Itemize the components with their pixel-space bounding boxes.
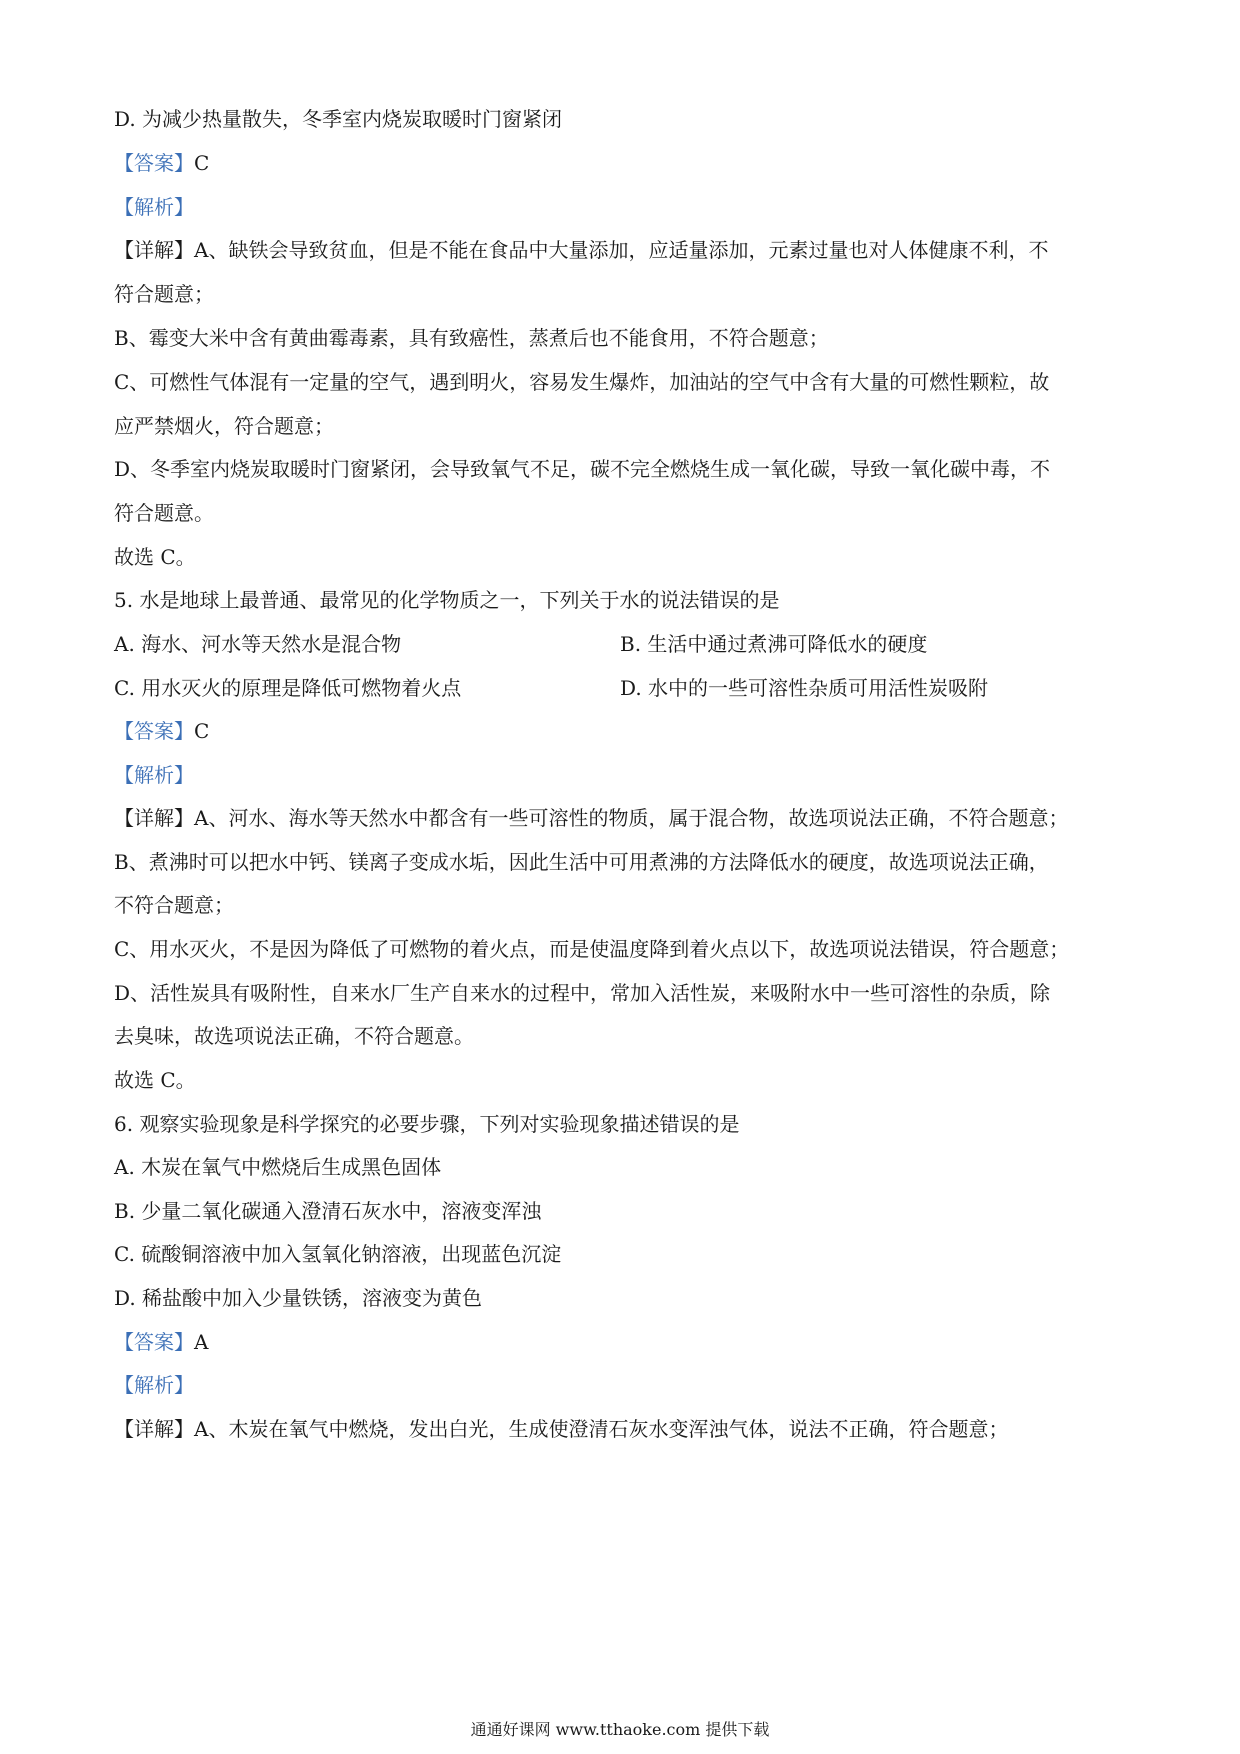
q6-detail-line: [114, 1414, 1134, 1444]
q5-option-d: D. 水中的一些可溶性杂质可用活性炭吸附: [620, 676, 989, 700]
q5-stem: 5. 水是地球上最普通、最常见的化学物质之一，下列关于水的说法错误的是: [114, 588, 780, 612]
q6-option-d: D. 稀盐酸中加入少量铁锈，溶液变为黄色: [114, 1286, 483, 1310]
q4-detail-line: 应严禁烟火，符合题意；: [114, 414, 334, 438]
q4-detail-line: [114, 235, 1134, 265]
answer-value: C: [194, 719, 210, 743]
detail-text: A、木炭在氧气中燃烧，发出白光，生成使澄清石灰水变浑浊气体，说法不正确，符合题意；: [194, 1417, 1009, 1441]
q4-detail-line: 符合题意。: [114, 501, 214, 525]
q4-answer: [114, 148, 1134, 178]
q5-detail-line: [114, 803, 1134, 833]
q5-conclusion: 故选 C。: [114, 1068, 196, 1092]
q6-option-c: C. 硫酸铜溶液中加入氢氧化钠溶液，出现蓝色沉淀: [114, 1242, 562, 1266]
q4-option-d: D. 为减少热量散失，冬季室内烧炭取暖时门窗紧闭: [114, 107, 563, 131]
q6-stem: 6. 观察实验现象是科学探究的必要步骤，下列对实验现象描述错误的是: [114, 1112, 740, 1136]
q5-options-row-1: [114, 629, 1134, 659]
q4-detail-line: 符合题意；: [114, 282, 214, 306]
detail-label: 【详解】: [114, 1417, 194, 1441]
q5-analysis-label: 【解析】: [114, 763, 194, 787]
q5-options-row-2: [114, 673, 1134, 703]
q6-option-b: B. 少量二氧化碳通入澄清石灰水中，溶液变浑浊: [114, 1199, 542, 1223]
q4-analysis-label: 【解析】: [114, 195, 194, 219]
q4-conclusion: 故选 C。: [114, 545, 196, 569]
detail-label: 【详解】: [114, 238, 194, 262]
q5-detail-line: 去臭味，故选项说法正确，不符合题意。: [114, 1024, 474, 1048]
answer-label: 【答案】: [114, 151, 194, 175]
q5-option-a: A. 海水、河水等天然水是混合物: [114, 632, 402, 656]
q5-detail-line: C、用水灭火，不是因为降低了可燃物的着火点，而是使温度降到着火点以下，故选项说法错误，符合题意；: [114, 937, 1070, 961]
q5-detail-line: 不符合题意；: [114, 893, 234, 917]
q4-detail-line: B、霉变大米中含有黄曲霉毒素，具有致癌性，蒸煮后也不能食用，不符合题意；: [114, 326, 829, 350]
q5-detail-line: D、活性炭具有吸附性，自来水厂生产自来水的过程中，常加入活性炭，来吸附水中一些可溶性的杂质，除: [114, 981, 1051, 1005]
detail-label: 【详解】: [114, 806, 194, 830]
detail-text: A、河水、海水等天然水中都含有一些可溶性的物质，属于混合物，故选项说法正确，不符合题意；: [194, 806, 1069, 830]
q4-detail-line: C、可燃性气体混有一定量的空气，遇到明火，容易发生爆炸，加油站的空气中含有大量的可燃性颗粒，故: [114, 370, 1050, 394]
q4-detail-line: D、冬季室内烧炭取暖时门窗紧闭，会导致氧气不足，碳不完全燃烧生成一氧化碳，导致一氧化碳中毒，不: [114, 457, 1051, 481]
q5-answer: [114, 716, 1134, 746]
q5-detail-line: B、煮沸时可以把水中钙、镁离子变成水垢，因此生活中可用煮沸的方法降低水的硬度，故选项说法正确，: [114, 850, 1049, 874]
q6-answer: [114, 1327, 1134, 1357]
q6-analysis-label: 【解析】: [114, 1373, 194, 1397]
detail-text: A、缺铁会导致贫血，但是不能在食品中大量添加，应适量添加，元素过量也对人体健康不利，不: [194, 238, 1049, 262]
answer-value: C: [194, 151, 210, 175]
answer-label: 【答案】: [114, 719, 194, 743]
q6-option-a: A. 木炭在氧气中燃烧后生成黑色固体: [114, 1155, 442, 1179]
q5-option-b: B. 生活中通过煮沸可降低水的硬度: [620, 632, 928, 656]
page-footer: 通通好课网 www.tthaoke.com 提供下载: [470, 1720, 770, 1739]
answer-value: A: [194, 1330, 209, 1354]
answer-label: 【答案】: [114, 1330, 194, 1354]
q5-option-c: C. 用水灭火的原理是降低可燃物着火点: [114, 676, 462, 700]
